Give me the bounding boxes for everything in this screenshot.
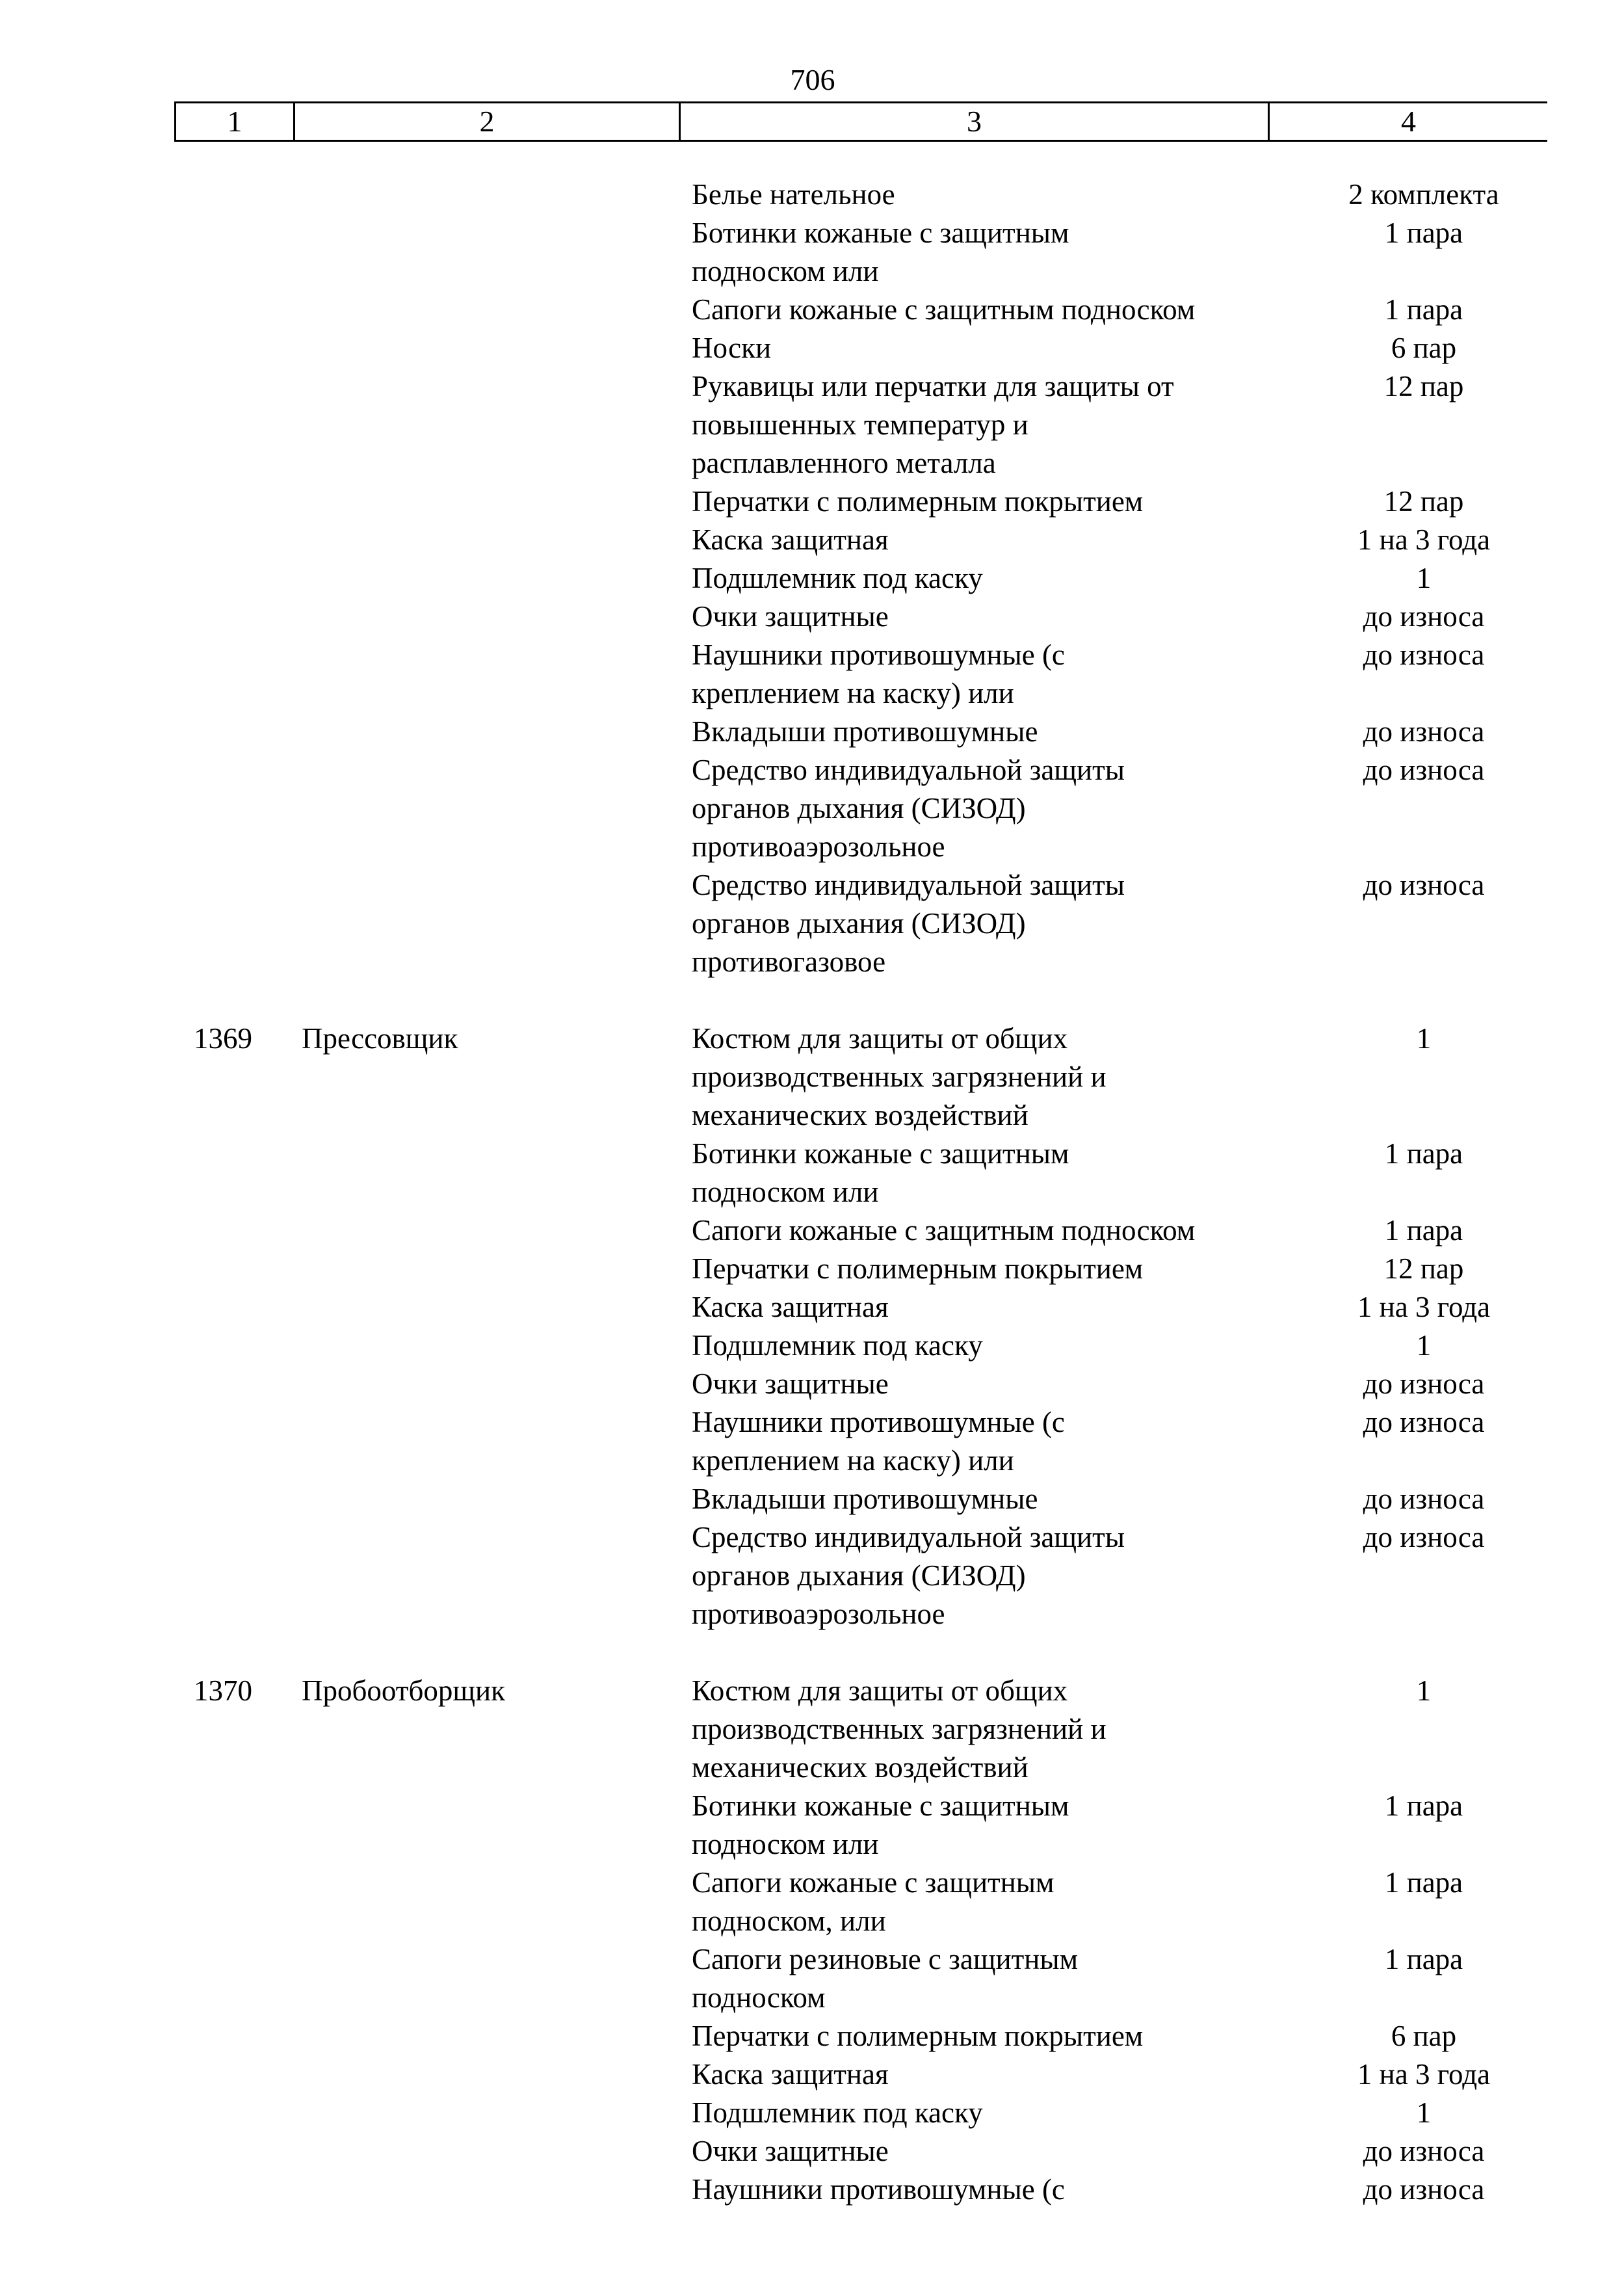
ppe-item-name — [692, 214, 1277, 291]
ppe-item-name-line: органов дыхания (СИЗОД) — [692, 907, 1026, 940]
ppe-item — [0, 1288, 1491, 1326]
ppe-item-quantity: до износа — [1363, 639, 1485, 671]
ppe-item-quantity: 1 на 3 года — [1357, 523, 1491, 556]
ppe-item-name-line: Подшлемник под каску — [692, 2096, 983, 2129]
ppe-item-name — [692, 2017, 1277, 2055]
ppe-item-name — [692, 598, 1277, 636]
ppe-item-name — [692, 636, 1277, 713]
ppe-item-name — [692, 482, 1277, 521]
ppe-item — [0, 1250, 1464, 1288]
ppe-item — [0, 2132, 1485, 2171]
ppe-item-name-line: подноском — [692, 1981, 826, 2014]
ppe-item-quantity: до износа — [1363, 1406, 1485, 1438]
column-header-4: 4 — [1401, 105, 1416, 138]
ppe-item-quantity: до износа — [1363, 869, 1485, 901]
ppe-item-name-line: Белье нательное — [692, 178, 895, 211]
ppe-item — [0, 2017, 1457, 2055]
ppe-item — [0, 1940, 1463, 2017]
ppe-item-name-line: Сапоги кожаные с защитным подноском — [692, 1214, 1196, 1247]
ppe-item-quantity: 1 пара — [1384, 1866, 1463, 1899]
ppe-item — [0, 482, 1464, 521]
ppe-item-quantity: 12 пар — [1383, 370, 1464, 402]
ppe-item-name-line: Сапоги резиновые с защитным — [692, 1943, 1079, 1975]
ppe-item-name-line: Каска защитная — [692, 2058, 889, 2091]
ppe-item-name-line: Костюм для защиты от общих — [692, 1674, 1068, 1707]
ppe-item — [0, 1518, 1485, 1633]
ppe-item-name — [692, 291, 1277, 329]
ppe-item-name-line: Наушники противошумные (с — [692, 1406, 1065, 1438]
ppe-item-name-line: Подшлемник под каску — [692, 562, 983, 594]
ppe-item — [0, 2171, 1485, 2209]
ppe-item-name — [692, 1518, 1277, 1633]
ppe-item-quantity: 1 — [1416, 1674, 1432, 1707]
ppe-item — [0, 1135, 1463, 1211]
ppe-item — [0, 1403, 1485, 1480]
ppe-item-name-line: противоаэрозольное — [692, 830, 945, 863]
ppe-item-name — [692, 1672, 1277, 1787]
group-spacer — [0, 981, 1624, 1020]
column-header-1: 1 — [227, 105, 242, 138]
ppe-item-name — [692, 713, 1277, 751]
ppe-item — [0, 329, 1457, 367]
ppe-item — [0, 1787, 1463, 1864]
ppe-item — [0, 367, 1464, 482]
ppe-item-name-line: Сапоги кожаные с защитным — [692, 1866, 1054, 1899]
ppe-item-name — [692, 1940, 1277, 2017]
ppe-item — [0, 1864, 1463, 1940]
ppe-item-name-line: Очки защитные — [692, 600, 889, 633]
ppe-item-name-line: креплением на каску) или — [692, 1444, 1014, 1477]
ppe-item-name-line: подноском или — [692, 1828, 879, 1860]
profession-group — [0, 1672, 1624, 2209]
ppe-item-name-line: Ботинки кожаные с защитным — [692, 1137, 1069, 1170]
ppe-item — [0, 2094, 1432, 2132]
ppe-item-name — [692, 751, 1277, 866]
ppe-item-quantity: 1 — [1416, 2096, 1432, 2129]
ppe-item-name — [692, 1365, 1277, 1403]
ppe-item — [0, 751, 1485, 866]
ppe-item-quantity: 1 на 3 года — [1357, 2058, 1491, 2091]
ppe-item-name — [692, 176, 1277, 214]
ppe-item-quantity: до износа — [1363, 2135, 1485, 2167]
ppe-item-quantity: до износа — [1363, 1367, 1485, 1400]
ppe-item-quantity: 1 пара — [1384, 1137, 1463, 1170]
ppe-item-name — [692, 521, 1277, 559]
ppe-item — [0, 598, 1485, 636]
ppe-item-name-line: Очки защитные — [692, 2135, 889, 2167]
table-header — [174, 101, 1547, 142]
ppe-item — [0, 1211, 1463, 1250]
ppe-item — [0, 636, 1485, 713]
column-header-3: 3 — [967, 105, 982, 138]
profession-name: Пробоотборщик — [302, 1674, 505, 1707]
ppe-item — [0, 291, 1463, 329]
ppe-item-name-line: Средство индивидуальной защиты — [692, 754, 1125, 786]
ppe-item-name — [692, 1288, 1277, 1326]
ppe-item-quantity: 1 — [1416, 1022, 1432, 1055]
ppe-item — [0, 559, 1432, 598]
ppe-item — [0, 1480, 1485, 1518]
column-header-2: 2 — [479, 105, 495, 138]
ppe-item-name-line: Наушники противошумные (с — [692, 639, 1065, 671]
ppe-item-name — [692, 367, 1277, 482]
ppe-item-name-line: Ботинки кожаные с защитным — [692, 217, 1069, 249]
ppe-item-quantity: 1 пара — [1384, 293, 1463, 326]
ppe-item-name-line: противогазовое — [692, 945, 886, 978]
ppe-item-name — [692, 2055, 1277, 2094]
profession-number: 1370 — [194, 1674, 252, 1707]
profession-group — [0, 176, 1624, 981]
ppe-item-name-line: Вкладыши противошумные — [692, 715, 1038, 748]
profession-name: Прессовщик — [302, 1022, 458, 1055]
ppe-item-quantity: 1 — [1416, 1329, 1432, 1362]
ppe-item-name — [692, 1403, 1277, 1480]
ppe-item — [0, 176, 1499, 214]
ppe-item-name — [692, 2132, 1277, 2171]
ppe-item — [0, 1326, 1432, 1365]
ppe-item-name-line: Наушники противошумные (с — [692, 2173, 1065, 2206]
page-number: 706 — [790, 63, 835, 96]
ppe-item-name-line: подноском или — [692, 255, 879, 287]
ppe-item-quantity: до износа — [1363, 1521, 1485, 1553]
ppe-item-quantity: до износа — [1363, 754, 1485, 786]
ppe-item — [0, 214, 1463, 291]
ppe-item — [0, 866, 1485, 981]
ppe-item-name-line: расплавленного металла — [692, 447, 996, 479]
ppe-item-name-line: Средство индивидуальной защиты — [692, 869, 1125, 901]
ppe-item-quantity: 1 — [1416, 562, 1432, 594]
ppe-item-name-line: повышенных температур и — [692, 408, 1028, 441]
ppe-item-name-line: производственных загрязнений и — [692, 1713, 1107, 1745]
ppe-item-name-line: креплением на каску) или — [692, 677, 1014, 709]
ppe-item — [0, 2055, 1491, 2094]
ppe-item-quantity: 1 на 3 года — [1357, 1291, 1491, 1323]
ppe-item-name-line: органов дыхания (СИЗОД) — [692, 1559, 1026, 1592]
ppe-item-name — [692, 559, 1277, 598]
ppe-item-name-line: Сапоги кожаные с защитным подноском — [692, 293, 1196, 326]
ppe-item-name-line: Каска защитная — [692, 1291, 889, 1323]
ppe-item-quantity: до износа — [1363, 2173, 1485, 2206]
ppe-item-name-line: подноском или — [692, 1176, 879, 1208]
ppe-item-name-line: Рукавицы или перчатки для защиты от — [692, 370, 1174, 402]
ppe-item-quantity: 6 пар — [1391, 2020, 1457, 2052]
ppe-item-name-line: Перчатки с полимерным покрытием — [692, 2020, 1144, 2052]
ppe-item-quantity: до износа — [1363, 715, 1485, 748]
ppe-item-name-line: механических воздействий — [692, 1099, 1028, 1131]
ppe-item-name-line: механических воздействий — [692, 1751, 1028, 1784]
ppe-item-name-line: Средство индивидуальной защиты — [692, 1521, 1125, 1553]
ppe-item-name — [692, 1787, 1277, 1864]
ppe-item-quantity: 12 пар — [1383, 1252, 1464, 1285]
ppe-item-name-line: Очки защитные — [692, 1367, 889, 1400]
ppe-item-quantity: 1 пара — [1384, 1789, 1463, 1822]
ppe-item — [0, 521, 1491, 559]
ppe-table-body — [0, 176, 1624, 2209]
group-spacer — [0, 1633, 1624, 1672]
ppe-item-quantity: 2 комплекта — [1348, 178, 1499, 211]
ppe-item-name — [692, 1480, 1277, 1518]
ppe-item-name — [692, 1250, 1277, 1288]
ppe-item-name-line: Носки — [692, 332, 772, 364]
ppe-item-name-line: подноском, или — [692, 1905, 886, 1937]
ppe-item-name-line: Вкладыши противошумные — [692, 1483, 1038, 1515]
ppe-item-quantity: 1 пара — [1384, 217, 1463, 249]
ppe-item — [0, 1672, 1432, 1787]
ppe-item-name-line: противоаэрозольное — [692, 1598, 945, 1630]
ppe-item-name-line: органов дыхания (СИЗОД) — [692, 792, 1026, 825]
ppe-item-name — [692, 1211, 1277, 1250]
ppe-item-name-line: Перчатки с полимерным покрытием — [692, 1252, 1144, 1285]
ppe-item-name — [692, 2171, 1277, 2209]
ppe-item — [0, 1020, 1432, 1135]
ppe-item-quantity: 1 пара — [1384, 1943, 1463, 1975]
ppe-item-quantity: 12 пар — [1383, 485, 1464, 518]
ppe-item — [0, 713, 1485, 751]
ppe-item-name-line: Ботинки кожаные с защитным — [692, 1789, 1069, 1822]
ppe-item-name — [692, 1864, 1277, 1940]
ppe-item-name-line: Костюм для защиты от общих — [692, 1022, 1068, 1055]
profession-number: 1369 — [194, 1022, 252, 1055]
ppe-item-name-line: Каска защитная — [692, 523, 889, 556]
ppe-item-name — [692, 866, 1277, 981]
ppe-item-name — [692, 1135, 1277, 1211]
ppe-item — [0, 1365, 1485, 1403]
ppe-item-quantity: 6 пар — [1391, 332, 1457, 364]
ppe-item-name — [692, 1020, 1277, 1135]
ppe-item-quantity: 1 пара — [1384, 1214, 1463, 1247]
ppe-item-name — [692, 329, 1277, 367]
ppe-item-quantity: до износа — [1363, 600, 1485, 633]
ppe-item-name-line: производственных загрязнений и — [692, 1061, 1107, 1093]
profession-group — [0, 1020, 1624, 1633]
ppe-item-quantity: до износа — [1363, 1483, 1485, 1515]
ppe-item-name-line: Перчатки с полимерным покрытием — [692, 485, 1144, 518]
ppe-item-name — [692, 2094, 1277, 2132]
ppe-item-name-line: Подшлемник под каску — [692, 1329, 983, 1362]
ppe-item-name — [692, 1326, 1277, 1365]
